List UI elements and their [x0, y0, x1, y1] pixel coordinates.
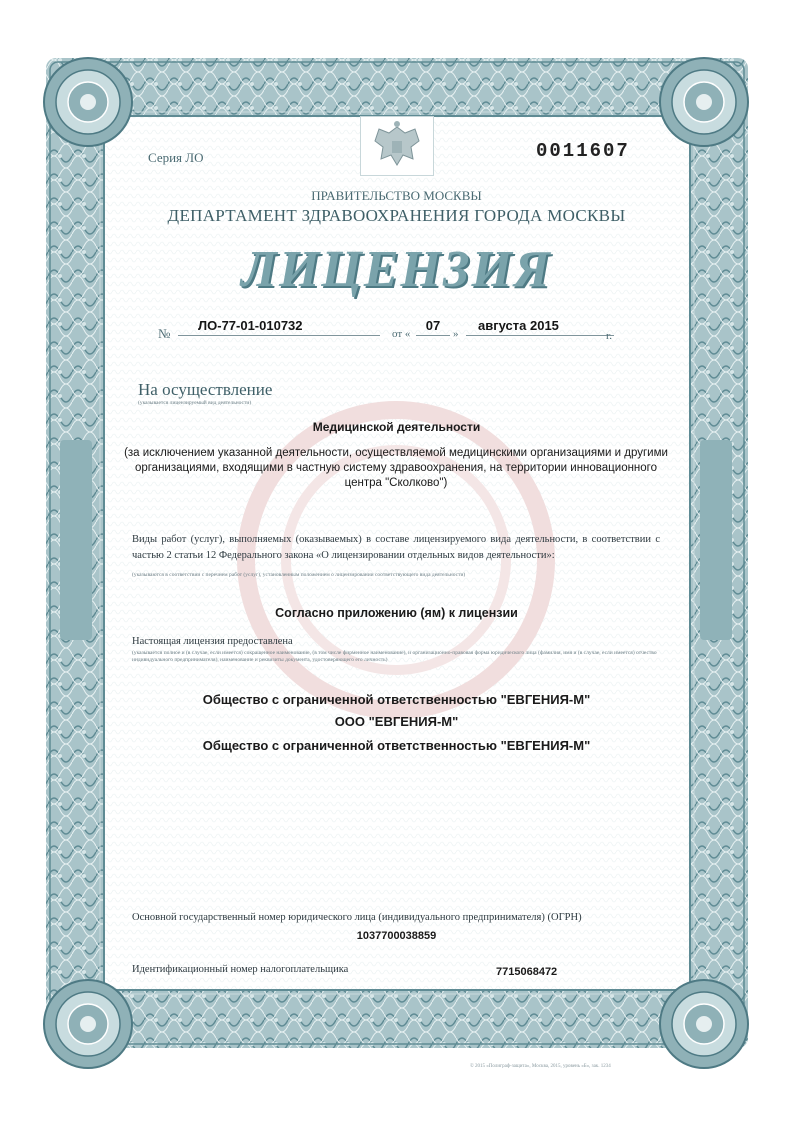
license-no-label: № [158, 326, 171, 341]
date-from-label: от « [392, 328, 411, 340]
inn-value: 7715068472 [496, 966, 558, 978]
series-label: Серия ЛО [148, 150, 204, 165]
license-day: 07 [416, 318, 450, 336]
date-quote-close: » [453, 328, 459, 340]
rosette-icon [42, 56, 134, 148]
activity-heading: На осуществление [138, 380, 273, 399]
ogrn-label: Основной государственный номер юридического лица (индивидуального предпринимателя) (ОГРН) [132, 912, 582, 923]
rosette-icon [658, 56, 750, 148]
date-year-suffix: г. [606, 330, 613, 342]
rosette-icon [42, 978, 134, 1070]
activity-hint: (указывается лицензируемый вид деятельности) [138, 400, 252, 406]
activity-exception: (за исключением указанной деятельности, осуществляемой медицинскими организациями и другими организациями, входящими в частную систему здравоохранения, на территории инновационного центра "Сколково") [124, 447, 668, 490]
license-number: ЛО-77-01-010732 [178, 318, 380, 336]
form-number: 0011607 [536, 140, 630, 162]
org-full-name: Общество с ограниченной ответственностью "ЕВГЕНИЯ-М" [202, 692, 591, 707]
works-hint: (указываются в соответствии с перечнем работ (услуг), установленным положением о лицензировании соответствующего вида деятельности) [132, 572, 466, 578]
license-month-year: августа 2015 [466, 318, 614, 336]
org-firm-name: Общество с ограниченной ответственностью "ЕВГЕНИЯ-М" [202, 738, 591, 753]
coat-of-arms-icon [361, 117, 433, 175]
government-header: ПРАВИТЕЛЬСТВО МОСКВЫ [311, 188, 482, 203]
department-header: ДЕПАРТАМЕНТ ЗДРАВООХРАНЕНИЯ ГОРОДА МОСКВЫ [167, 206, 626, 225]
granted-hint: (указывается полное и (в случае, если имеется) сокращенное наименование, (в том числе фирменное наименование), и организационно-правовая форма юридического лица (фамилия, имя и (в случае, если имеется) отчество индивидуального предпринимателя), наименование и реквизиты документа, удостоверяющего его личность) [132, 650, 657, 663]
rosette-icon [658, 978, 750, 1070]
document-title: ЛИЦЕНЗИЯ [241, 241, 552, 298]
works-value: Согласно приложению (ям) к лицензии [275, 606, 518, 620]
granted-label: Настоящая лицензия предоставлена [132, 636, 293, 647]
coat-of-arms-frame [360, 116, 434, 176]
org-short-name: ООО "ЕВГЕНИЯ-М" [334, 714, 459, 729]
ogrn-value: 1037700038859 [356, 930, 437, 942]
footer-print-info: © 2015 «Полиграф-защита», Москва, 2015, уровень «Б», зак. 1234 [470, 1064, 611, 1069]
activity-value: Медицинской деятельности [312, 420, 481, 434]
inn-label: Идентификационный номер налогоплательщика [132, 964, 349, 975]
works-text: Виды работ (услуг), выполняемых (оказываемых) в составе лицензируемого вида деятельности, в соответствии с частью 2 статьи 12 Федерального закона «О лицензировании отдельных видов деятельности»: [132, 534, 660, 562]
